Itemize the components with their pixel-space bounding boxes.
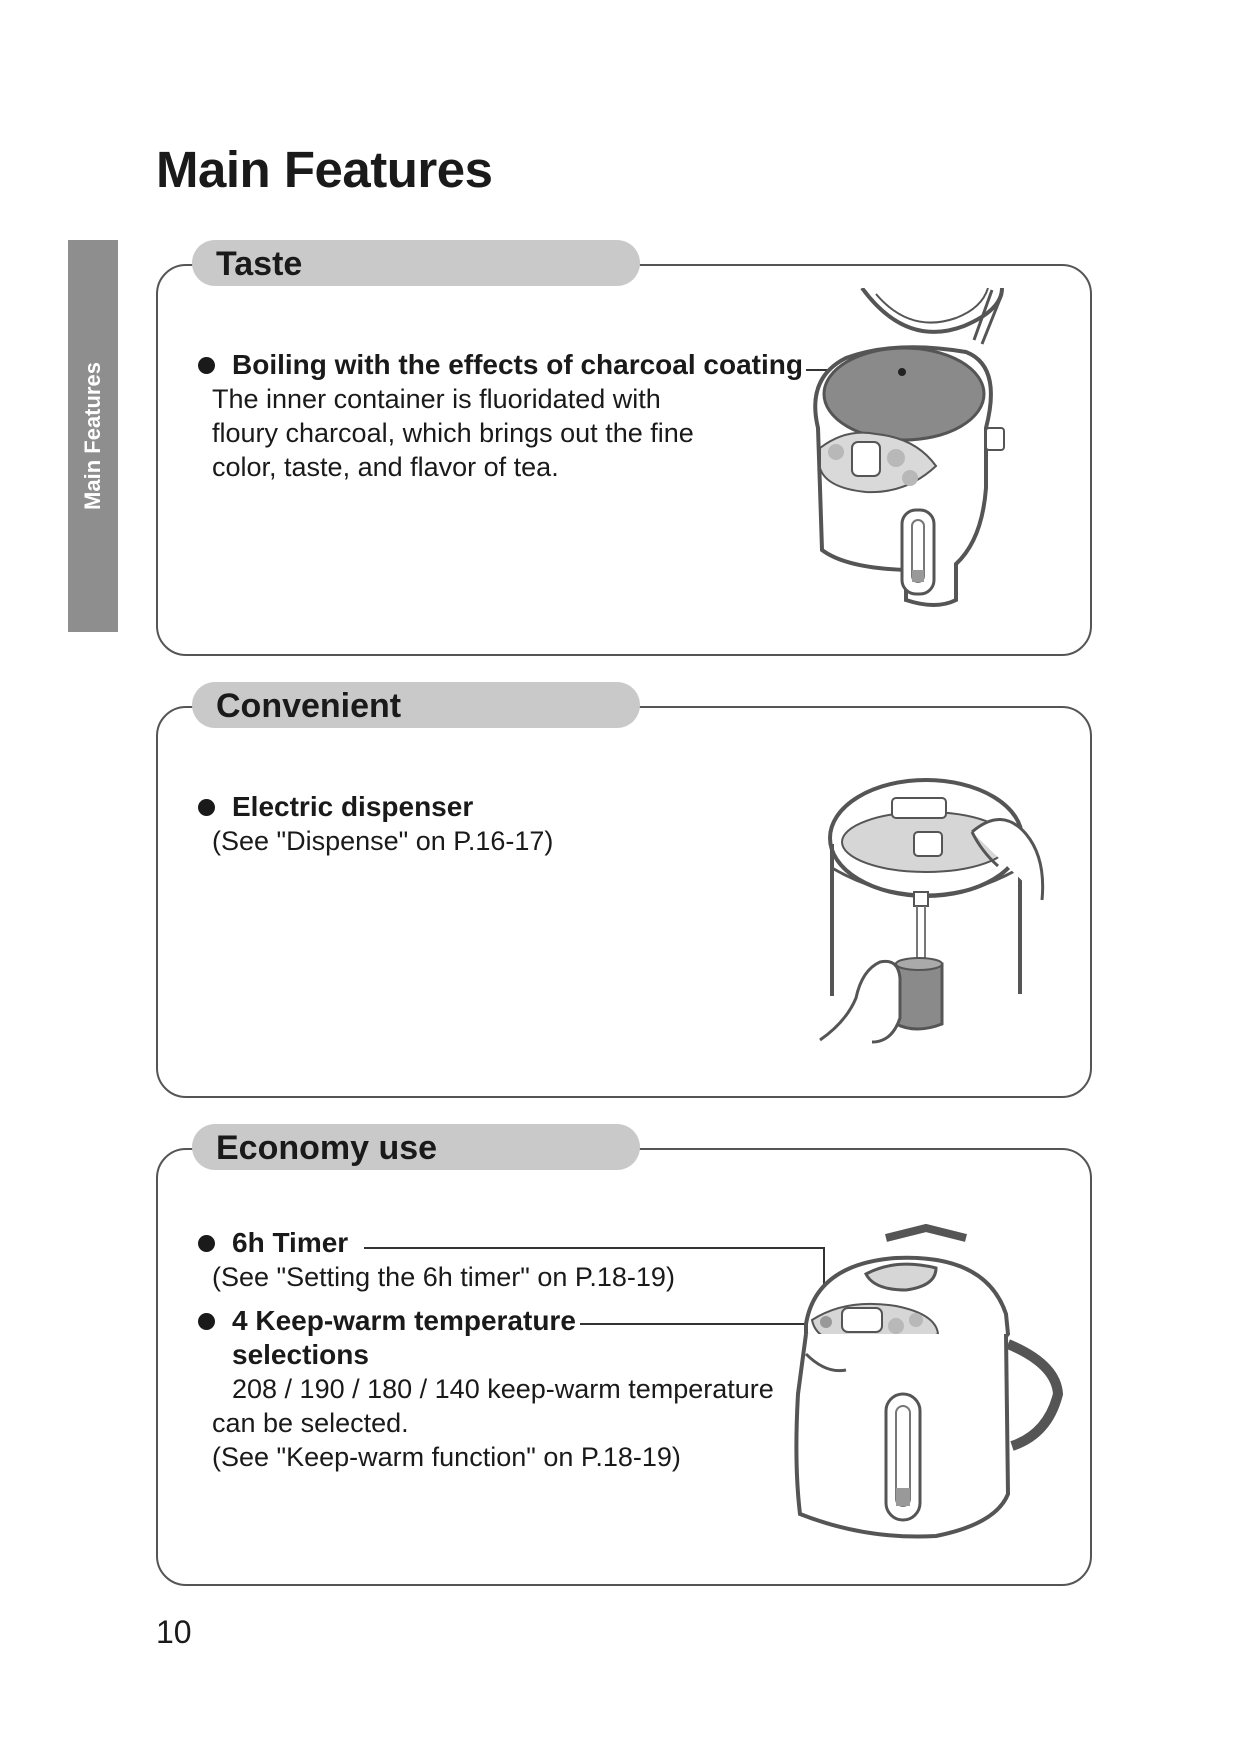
- pot-open-lid-illustration: [806, 288, 1068, 624]
- section-title: Economy use: [216, 1129, 438, 1167]
- side-tab-label: Main Features: [80, 362, 105, 510]
- page-title: Main Features: [156, 141, 493, 198]
- feature-description-line: floury charcoal, which brings out the fine: [212, 418, 694, 448]
- inner-container: [824, 348, 984, 440]
- feature-description-line: 208 / 190 / 180 / 140 keep-warm temperature: [232, 1374, 774, 1404]
- side-handle: [1008, 1344, 1058, 1446]
- feature-heading-line2: selections: [232, 1339, 369, 1370]
- feature-heading: Electric dispenser: [198, 790, 553, 824]
- side-tab: [68, 240, 118, 632]
- feature-heading: Boiling with the effects of charcoal coating: [198, 348, 803, 382]
- feature-description-line: color, taste, and flavor of tea.: [212, 452, 559, 482]
- section-taste: [156, 240, 1092, 656]
- feature-description-line: can be selected.: [212, 1408, 409, 1438]
- leader-dot: [898, 368, 906, 376]
- feature-heading: 4 Keep-warm temperature: [198, 1304, 774, 1338]
- feature-heading: 6h Timer: [198, 1226, 675, 1260]
- feature-electric-dispenser: [198, 790, 553, 858]
- panel-buttons: [914, 832, 942, 856]
- section-convenient: [156, 682, 1092, 1098]
- feature-description-line: (See "Setting the 6h timer" on P.18-19): [212, 1262, 675, 1292]
- page-number: 10: [156, 1614, 192, 1650]
- section-economy-use: [156, 1124, 1092, 1586]
- carry-handle: [886, 1228, 966, 1238]
- spout: [914, 892, 928, 906]
- cup: [896, 964, 942, 1029]
- panel-buttons: [842, 1308, 882, 1332]
- section-title: Convenient: [216, 687, 402, 725]
- feature-description-line: (See "Dispense" on P.16-17): [212, 826, 554, 856]
- feature-charcoal-coating: [198, 348, 803, 484]
- dispenser-illustration: [816, 772, 1066, 1072]
- pot-closed-illustration: [786, 1224, 1086, 1554]
- leader-lines: [364, 1234, 834, 1334]
- section-title: Taste: [216, 245, 303, 283]
- feature-description-line: (See "Keep-warm function" on P.18-19): [212, 1442, 681, 1472]
- section-pill: [192, 682, 640, 728]
- section-pill: [192, 1124, 640, 1170]
- lid-outline: [862, 288, 1002, 332]
- section-pill: [192, 240, 640, 286]
- lid-latch: [986, 428, 1004, 450]
- feature-description-line: The inner container is fluoridated with: [212, 384, 661, 414]
- lid-handle: [892, 798, 946, 818]
- panel-buttons: [852, 442, 880, 476]
